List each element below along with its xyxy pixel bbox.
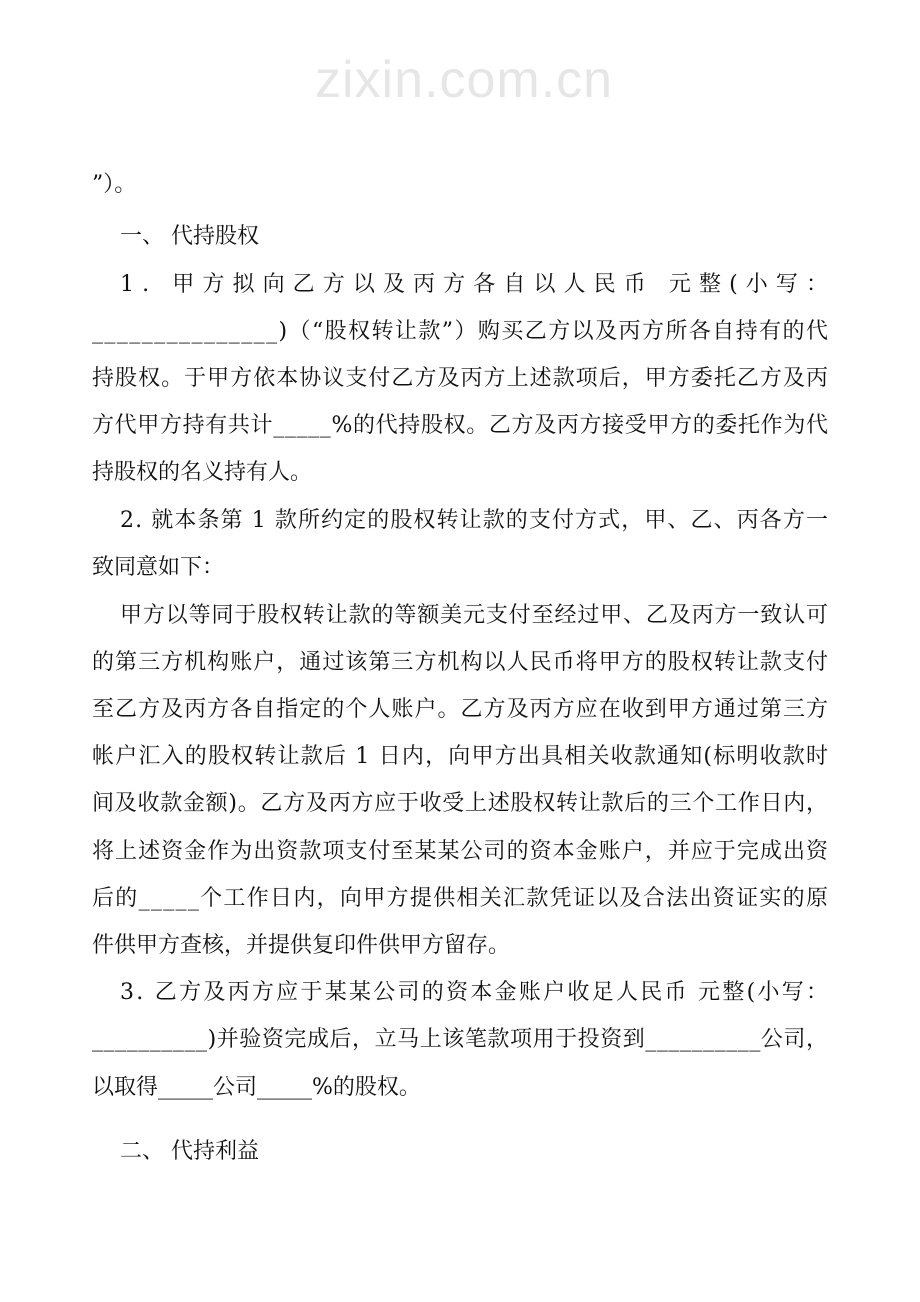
text-line: 将上述资金作为出资款项支付至某某公司的资本金账户，并应于完成出资 xyxy=(92,839,830,864)
text-line: 3. 乙方及丙方应于某某公司的资本金账户收足人民币 元整(小写： xyxy=(120,980,831,1005)
text-line: _______________)（“股权转让款”）购买乙方以及丙方所各自持有的代 xyxy=(92,319,830,344)
text-line: 的第三方机构账户，通过该第三方机构以人民币将甲方的股权转让款支付 xyxy=(92,650,830,675)
text-line: 甲方以等同于股权转让款的等额美元支付至经过甲、乙及丙方一致认可 xyxy=(120,603,829,628)
text-line: ”）。 xyxy=(92,172,137,197)
text-line: 间及收款金额)。乙方及丙方应于收受上述股权转让款后的三个工作日内， xyxy=(92,791,829,816)
text-line: 致同意如下： xyxy=(92,555,225,580)
text-line: 持股权。于甲方依本协议支付乙方及丙方上述款项后，甲方委托乙方及丙 xyxy=(92,366,830,391)
text-line: __________)并验资完成后，立马上该笔款项用于投资到__________公司， xyxy=(92,1027,829,1052)
text-line: 持股权的名义持有人。 xyxy=(92,460,313,485)
text-line: 至乙方及丙方各自指定的个人账户。乙方及丙方应在收到甲方通过第三方 xyxy=(92,697,830,722)
section-heading: 二、 代持利益 xyxy=(120,1139,259,1164)
watermark: zixin.com.cn xyxy=(315,51,614,109)
text-line: 帐户汇入的股权转让款后 1 日内，向甲方出具相关收款通知(标明收款时 xyxy=(92,744,830,769)
text-line: 2. 就本条第 1 款所约定的股权转让款的支付方式，甲、乙、丙各方一 xyxy=(120,508,830,533)
text-line: 件供甲方查核，并提供复印件供甲方留存。 xyxy=(92,933,511,958)
text-line: 方代甲方持有共计_____%的代持股权。乙方及丙方接受甲方的委托作为代 xyxy=(92,413,829,438)
section-heading: 一、 代持股权 xyxy=(120,224,259,249)
text-line: 1. 甲方拟向乙方以及丙方各自以人民币 元整(小写： xyxy=(120,272,837,297)
text-line: 后的_____个工作日内，向甲方提供相关汇款凭证以及合法出资证实的原 xyxy=(92,886,830,911)
text-line: 以取得_____公司_____%的股权。 xyxy=(92,1075,421,1100)
